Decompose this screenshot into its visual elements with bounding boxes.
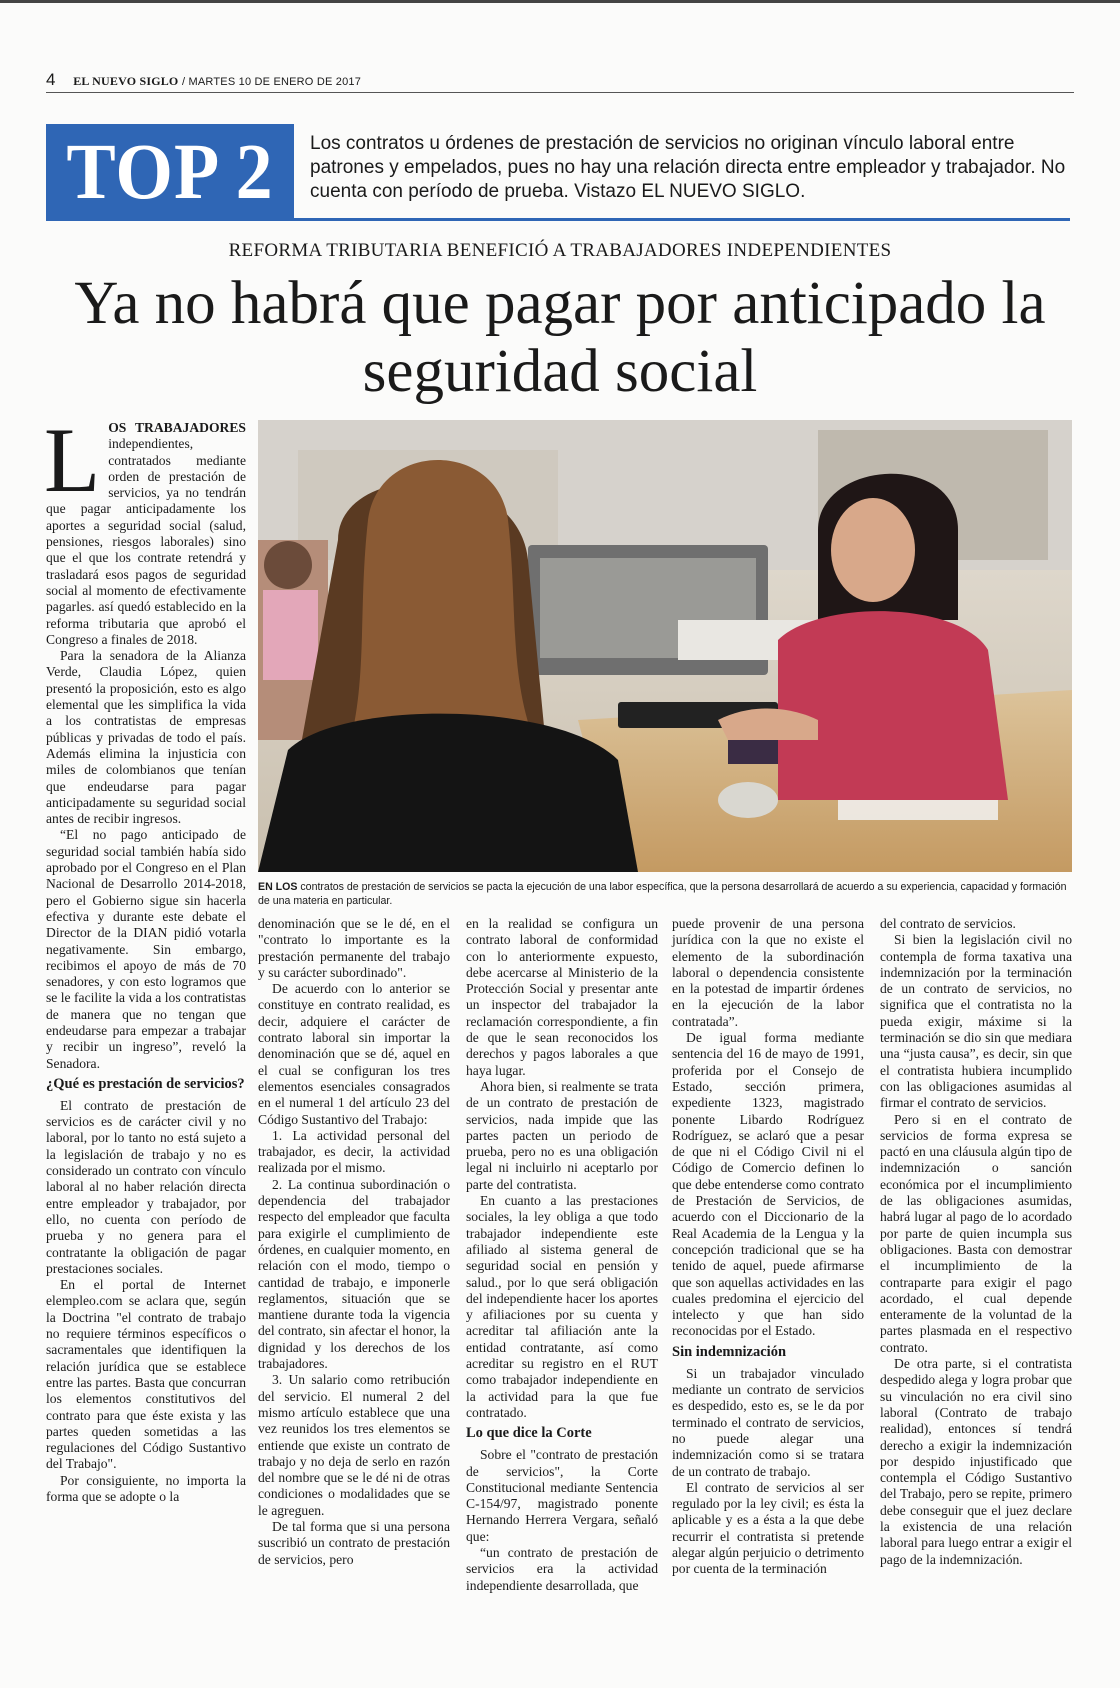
page-folio [46, 70, 361, 90]
photo-caption [258, 880, 1072, 908]
paragraph: En cuanto a las prestaciones sociales, la ley obliga a que todo trabajador independiente este afiliado al sistema general de seguridad social en pensión y salud., por lo que será obligación del independiente hacer los aportes y afiliaciones por su cuenta y acreditar tal afiliación ante la entidad contratante, así como acreditar su registro en el RUT como trabajador independiente en la actividad para la que fue contratado. [466, 1193, 658, 1420]
issue-date: / MARTES 10 DE ENERO DE 2017 [182, 76, 362, 88]
paragraph: del contrato de servicios. [880, 916, 1016, 931]
paragraph: De acuerdo con lo anterior se constituye en contrato realidad, es decir, adquiere el carácter de contrato laboral sin importar la denominación que se dé, aquel en el cual se configuran los tres elementos esenciales consagrados en el numeral 1 del artículo 23 del Código Sustantivo del Trabajo: [258, 981, 450, 1127]
subheading-corte: Lo que dice la Corte [466, 1425, 592, 1442]
paragraph: puede provenir de una persona jurídica con la que no existe el elemento de la subordinación laboral o dependencia consistente en la potestad de impartir órdenes en la ejecución de la labor contratada”. [672, 916, 864, 1029]
folio-rule [46, 92, 1074, 93]
article-headline: Ya no habrá que pagar por anticipado la seguridad social [74, 270, 1046, 405]
subheading-prestacion: ¿Qué es prestación de servicios? [46, 1075, 245, 1092]
paragraph: Pero si en el contrato de servicios de forma expresa se pactó en una cláusula algún tipo de indemnización o sanción económica por el incumplimiento de las obligaciones asumidas, habrá lugar al pago de lo acordado por parte de quien incumpla sus obligaciones. Basta con demostrar el incumplimiento de la contraparte para exigir el pago acordado, el cual depende enteramente de la voluntad de la partes plasmada en el respectivo contrato. [880, 1111, 1072, 1355]
article-column-1 [44, 409, 246, 1505]
paragraph: Para la senadora de la Alianza Verde, Claudia López, quien presentó la proposición, esto es algo elemental que les simplifica la vida a los contratistas de empresas públicas y privadas de todo el país. Además elimina la injusticia con miles de colombianos que tenían que endeudarse para pagar anticipadamente su seguridad social antes de recibir ingresos. [46, 648, 246, 827]
page-number: 4 [46, 70, 56, 89]
lead-text: independientes, contratados mediante orden de prestación de servicios, ya no tendrán que pagar anticipadamente los aportes a seguridad social (salud, pensiones, riesgos laborales) sino que el que los contrate retendrá y trasladará esos pagos de seguridad social al momento de efectivamente pagarles. así quedó establecido en la reforma tributaria que aprobó el Congreso a finales de 2018. [46, 436, 246, 647]
paragraph: Por consiguiente, no importa la forma que se adopte o la [46, 1472, 246, 1504]
paragraph: El contrato de prestación de servicios es de carácter civil y no laboral, por lo tanto no está sujeto a la legislación de trabajo y no es considerado un contrato con vínculo laboral al no haber relación directa entre empleador y trabajador, por ello, no cuenta con período de prueba y no genera para el contratante la obligación de pagar prestaciones sociales. [46, 1097, 246, 1276]
paragraph: Si bien la legislación civil no contempla de forma taxativa una indemnización por la terminación de un contrato de servicios, no significa que el contratista no la pueda exigir, máxime si la terminación se dio sin que mediara una “justa causa”, es decir, sin que el contratista hubiera incumplido con las obligaciones asumidas al firmar el contrato de servicios. [880, 932, 1072, 1111]
article-column-3 [466, 916, 658, 1594]
paragraph: Sobre el "contrato de prestación de servicios", la Corte Constitucional mediante Sentencia C-154/97, magistrado ponente Hernando Herrera Vergara, señaló que: [466, 1447, 658, 1544]
lead-caps: OS TRABAJADORES [108, 420, 246, 435]
paragraph: Ahora bien, si realmente se trata de un contrato de prestación de servicios, nada impide que las partes pacten un periodo de prueba, pero no es una obligación legal ni incluirlo ni aceptarlo por parte del contratista. [466, 1078, 658, 1192]
top2-badge [46, 124, 294, 220]
list-item: 1. La actividad personal del trabajador, es decir, la actividad realizada por el mismo. [258, 1127, 450, 1176]
paragraph: en la realidad se configura un contrato laboral de conformidad con lo anteriormente expuesto, debe acercarse al Ministerio de la Protección Social y presentar ante un inspector del trabajador la reclamación correspondiente, a fin de que le sean reconocidos los derechos y pagos laborales a que haya lugar. [466, 916, 658, 1078]
article-column-4 [672, 916, 864, 1578]
page-top-rule [0, 0, 1120, 3]
paragraph: “El no pago anticipado de seguridad social también había sido aprobado por el Congreso en el Plan Nacional de Desarrollo 2014-2018, pero el Gobierno sigue sin hacerla efectiva y durante este debate el Director de la DIAN pidió votarla negativamente. Sin embargo, recibimos el apoyo de más de 70 senadores, y con esto logramos que se le facilite la vida a los contratistas de manera que no tengan que endeudarse para empezar a trabajar y recibir un ingreso”, reveló la Senadora. [46, 827, 246, 1071]
article-photo [258, 420, 1072, 872]
paragraph: denominación que se le dé, en el "contrato lo importante es la prestación permanente del trabajo y su carácter subordinado". [258, 916, 450, 980]
caption-lead: EN LOS [258, 881, 298, 893]
office-scene-illustration [258, 420, 1072, 872]
lead-paragraph [44, 409, 246, 648]
top2-rule [46, 218, 1070, 221]
paragraph: De igual forma mediante sentencia del 16 de mayo de 1991, proferida por el Consejo de Estado, sección primera, expediente 1323, magistrado ponente Libardo Rodríguez Rodríguez, se aclaró que a pesar de que ni el Código Civil ni el Código de Comercio definen lo que debe entenderse como contrato de Prestación de Servicios, de acuerdo con el Diccionario de la Real Academia de la Lengua y la concepción tradicional que se ha tenido de aquel, puede afirmarse que son aquellas actividades en las cuales predomina el ejercicio del intelecto y que han sido reconocidas por el Estado. [672, 1030, 864, 1339]
paragraph: En el portal de Internet elempleo.com se aclara que, según la Doctrina "el contrato de trabajo no requiere términos específicos o sacramentales que identifiquen la relación jurídica que se establece entre las partes. Basta que concurran los elementos constitutivos del contrato para que éste exista y las partes queden sometidas a las regulaciones del Código Sustantivo del Trabajo". [46, 1277, 246, 1472]
top2-label: TOP 2 [66, 127, 274, 216]
article-column-5 [880, 916, 1072, 1568]
caption-text: contratos de prestación de servicios se pacta la ejecución de una labor específica, que la persona desarrollará de acuerdo a su experiencia, capacidad y formación de una materia en particular. [258, 881, 1067, 907]
paragraph: El contrato de servicios al ser regulado por la ley civil; es ésta la aplicable y es a ésta a la que debe recurrir el contratista si pretende alegar algún perjuicio o detrimento por cuenta de la terminación [672, 1479, 864, 1577]
top2-summary: Los contratos u órdenes de prestación de servicios no originan vínculo laboral entre patrones y empelados, pues no hay una relación directa entre empleador y trabajador. No cuenta con período de prueba. Vistazo EL NUEVO SIGLO. [310, 133, 1066, 202]
paragraph: “un contrato de prestación de servicios era la actividad independiente desarrollada, que [466, 1544, 658, 1593]
paragraph: Si un trabajador vinculado mediante un contrato de servicios es despedido, esto es, se le da por terminado el contrato de servicios, no puede alegar una indemnización como si se tratara de un contrato de trabajo. [672, 1365, 864, 1479]
list-item: 2. La continua subordinación o dependencia del trabajador respecto del empleador que faculta para exigirle el cumplimiento de órdenes, en cualquier momento, en relación con el modo, tiempo o cantidad de trabajo, e imponerle reglamentos, situación que se mantiene durante toda la vigencia del contrato, sin afectar el honor, la dignidad y los derechos de los trabajadores. [258, 1176, 450, 1372]
drop-cap: L [44, 409, 101, 511]
list-item: 3. Un salario como retribución del servicio. El numeral 2 del mismo artículo establece que una vez reunidos los tres elementos se entiende que existe un contrato de trabajo y no deja de serlo en razón del nombre que se le dé ni de otras condiciones o modalidades que se le agreguen. [258, 1372, 450, 1518]
paper-name: EL NUEVO SIGLO [73, 74, 179, 88]
paragraph: De tal forma que si una persona suscribió un contrato de prestación de servicios, pero [258, 1518, 450, 1567]
paragraph: De otra parte, si el contratista despedido alega y logra probar que su vinculación no era civil sino laboral (Contrato de trabajo realidad), entonces sí tendrá derecho a exigir la indemnización por despido injustificado que contempla el Código Sustantivo del Trabajo, pero se repite, primero debe conseguir que el juez declare la existencia de una relación laboral para luego entrar a exigir el pago de la indemnización. [880, 1356, 1072, 1567]
article-column-2 [258, 916, 450, 1568]
article-kicker: REFORMA TRIBUTARIA BENEFICIÓ A TRABAJADORES INDEPENDIENTES [228, 240, 892, 261]
subheading-indemnizacion: Sin indemnización [672, 1343, 787, 1360]
